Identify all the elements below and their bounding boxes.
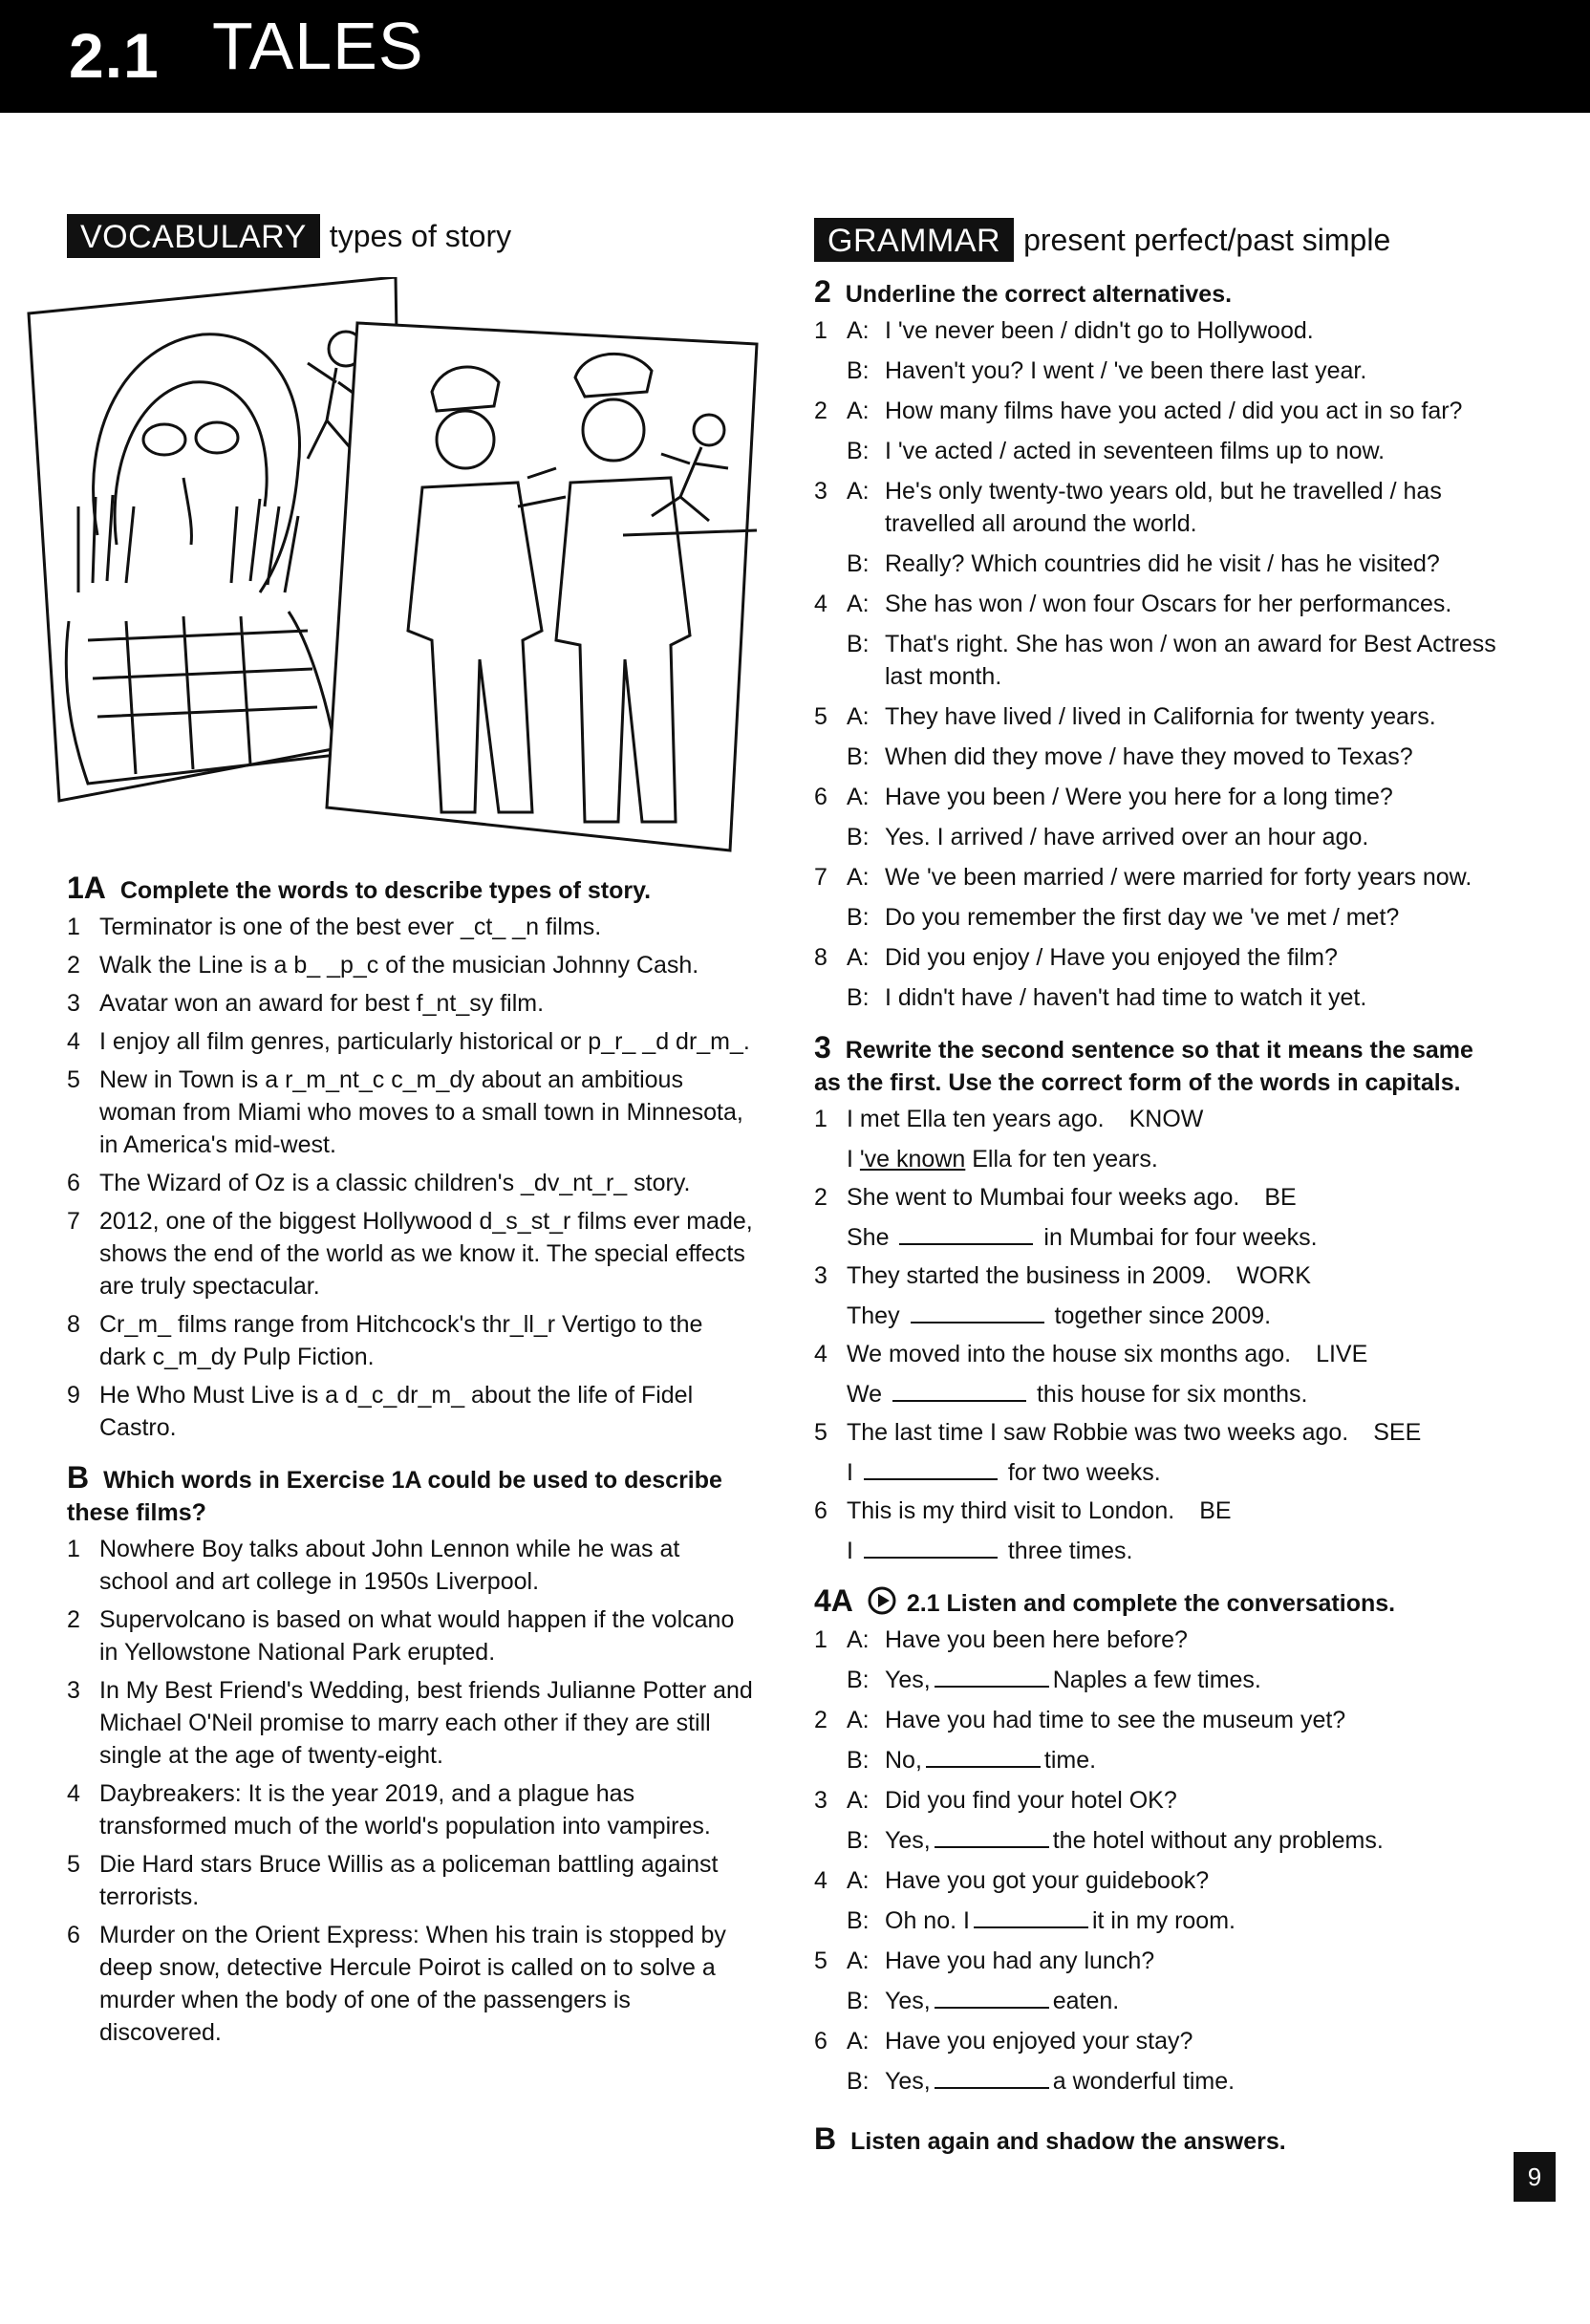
item-number: 6 (814, 784, 827, 810)
exercise-instruction: Complete the words to describe types of story. (119, 877, 652, 904)
capital-keyword: BE (1199, 1497, 1232, 1524)
dialogue-line-a (847, 1704, 1502, 1736)
line-text: Have you got your guidebook? (885, 1867, 1210, 1894)
line-start: Yes, (885, 1827, 931, 1854)
item-number: 6 (814, 2028, 827, 2055)
dialogue-item (814, 314, 1502, 387)
item-number: 4 (67, 1780, 80, 1807)
rewrite-start: I (847, 1146, 853, 1173)
rewrite-end: in Mumbai for four weeks. (1043, 1224, 1318, 1251)
rewrite-end: this house for six months. (1036, 1381, 1308, 1408)
item-number: 1 (67, 1536, 80, 1562)
rewrite-end: three times. (1007, 1538, 1133, 1564)
sentence-text: The last time I saw Robbie was two weeks ago. (847, 1419, 1349, 1446)
list-item (67, 1848, 755, 1913)
item-text: Daybreakers: It is the year 2019, and a plague has transformed much of the world's population into vampires. (99, 1780, 711, 1840)
answer-gap[interactable] (892, 1381, 1026, 1402)
sentence-text: She went to Mumbai four weeks ago. (847, 1184, 1240, 1211)
capital-keyword: KNOW (1128, 1106, 1204, 1132)
unit-number: 2.1 (69, 20, 160, 91)
original-sentence (847, 1338, 1502, 1370)
dialogue-item (814, 861, 1502, 934)
dialogue-line-a (847, 1945, 1502, 1977)
item-number: 3 (814, 1262, 827, 1289)
answer-gap[interactable] (864, 1538, 998, 1559)
answer-gap[interactable] (911, 1302, 1044, 1323)
capital-keyword: BE (1264, 1184, 1297, 1211)
line-text: Have you enjoyed your stay? (885, 2028, 1193, 2055)
line-text[interactable]: She has won / won four Oscars for her performances. (885, 591, 1452, 617)
item-number: 7 (67, 1208, 80, 1235)
capital-keyword: SEE (1373, 1419, 1422, 1446)
right-panel-frame (327, 323, 757, 850)
speaker-label: B: (847, 904, 870, 931)
item-number: 3 (67, 990, 80, 1017)
item-number: 1 (814, 1626, 827, 1653)
speaker-label: B: (847, 438, 870, 464)
answer-gap[interactable] (899, 1224, 1033, 1245)
exercise-number: 1A (67, 871, 106, 905)
list-item (67, 1777, 755, 1842)
answer-gap[interactable] (935, 1667, 1049, 1688)
page-number: 9 (1514, 2152, 1556, 2202)
rewrite-start: I (847, 1538, 853, 1564)
line-end: a wonderful time. (1052, 2068, 1235, 2095)
speaker-label: A: (847, 1947, 870, 1974)
dialogue-line-a (847, 941, 1502, 974)
dialogue-item (814, 475, 1502, 580)
speaker-label: A: (847, 478, 870, 505)
cartoon-illustration (21, 277, 785, 870)
conversation-item (814, 1624, 1502, 1696)
line-text[interactable]: Yes. I arrived / have arrived over an hour ago. (885, 824, 1369, 850)
line-text: Did you find your hotel OK? (885, 1787, 1177, 1814)
line-start: Yes, (885, 2068, 931, 2095)
item-text: Die Hard stars Bruce Willis as a policeman battling against terrorists. (99, 1851, 719, 1910)
item-number: 8 (67, 1311, 80, 1338)
rewrite-line (847, 1535, 1502, 1567)
speaker-label: A: (847, 1787, 870, 1814)
audio-play-icon[interactable] (868, 1586, 896, 1615)
list-item (67, 949, 755, 981)
rewrite-start: I (847, 1459, 853, 1486)
list-item (67, 1205, 755, 1302)
exercise-1b-list (67, 1533, 755, 2049)
item-number: 2 (67, 952, 80, 979)
item-text: In My Best Friend's Wedding, best friends Julianne Potter and Michael O'Neil promise to marry each other if they are still single at the age of twenty-eight. (99, 1677, 753, 1769)
dialogue-line-a (847, 1864, 1502, 1897)
exercise-instruction: Listen again and shadow the answers. (850, 2128, 1286, 2155)
original-sentence (847, 1259, 1502, 1292)
speaker-label: B: (847, 824, 870, 850)
item-number: 5 (814, 1419, 827, 1446)
item-number: 8 (814, 944, 827, 971)
line-text[interactable]: He's only twenty-two years old, but he travelled / has travelled all around the world. (885, 478, 1442, 537)
sentence-text: They started the business in 2009. (847, 1262, 1213, 1289)
list-item (67, 1533, 755, 1598)
item-text: Walk the Line is a b_ _p_c of the musician Johnny Cash. (99, 952, 699, 979)
line-end: it in my room. (1091, 1907, 1235, 1934)
line-text[interactable]: I 've never been / didn't go to Hollywood. (885, 317, 1314, 344)
rewrite-line (847, 1378, 1502, 1410)
item-number: 1 (814, 317, 827, 344)
list-item (67, 987, 755, 1020)
grammar-section (814, 218, 1502, 2158)
speaker-label: B: (847, 2068, 870, 2095)
item-text: Murder on the Orient Express: When his train is stopped by deep snow, detective Hercule Poirot is called on to solve a murder when the body of one of the passengers is discovered. (99, 1922, 726, 2046)
rewrite-line (847, 1221, 1502, 1254)
dialogue-line-a (847, 861, 1502, 893)
item-number: 1 (814, 1106, 827, 1132)
dialogue-line-b (847, 741, 1502, 773)
dialogue-line-a (847, 475, 1502, 540)
exercise-number: 3 (814, 1030, 831, 1065)
rewrite-line (847, 1456, 1502, 1489)
item-text: He Who Must Live is a d_c_dr_m_ about the life of Fidel Castro. (99, 1382, 694, 1441)
exercise-2-list (814, 314, 1502, 1014)
list-item (67, 1919, 755, 2049)
dialogue-line-a (847, 395, 1502, 427)
dialogue-line-b (847, 1744, 1502, 1776)
exercise-instruction: Underline the correct alternatives. (845, 281, 1233, 308)
item-number: 4 (814, 1341, 827, 1367)
exercise-instruction: Listen and complete the conversations. (946, 1590, 1396, 1617)
dialogue-line-a (847, 1784, 1502, 1817)
dialogue-line-b (847, 1985, 1502, 2017)
rewrite-item (814, 1416, 1502, 1489)
answer-gap[interactable] (864, 1459, 998, 1480)
speaker-label: B: (847, 631, 870, 657)
speaker-label: A: (847, 317, 870, 344)
grammar-tag: GRAMMAR (814, 218, 1014, 262)
dialogue-line-b (847, 1664, 1502, 1696)
vocabulary-subtitle: types of story (329, 219, 512, 253)
original-sentence (847, 1181, 1502, 1214)
sentence-text: I met Ella ten years ago. (847, 1106, 1105, 1132)
list-item (67, 1379, 755, 1444)
rewrite-start: They (847, 1302, 900, 1329)
item-text: Cr_m_ films range from Hitchcock's thr_ll_r Vertigo to the dark c_m_dy Pulp Fiction. (99, 1311, 703, 1370)
item-number: 5 (814, 1947, 827, 1974)
line-text[interactable]: Have you been / Were you here for a long time? (885, 784, 1393, 810)
item-number: 2 (814, 398, 827, 424)
capital-keyword: LIVE (1316, 1341, 1368, 1367)
dialogue-line-b (847, 1824, 1502, 1857)
list-item (67, 1674, 755, 1772)
exercise-1a-list (67, 911, 755, 1444)
rewrite-item (814, 1338, 1502, 1410)
item-number: 6 (67, 1170, 80, 1196)
speaker-label: B: (847, 1827, 870, 1854)
sentence-text: This is my third visit to London. (847, 1497, 1175, 1524)
dialogue-line-b (847, 981, 1502, 1014)
dialogue-line-a (847, 2025, 1502, 2057)
dialogue-line-b (847, 1904, 1502, 1937)
list-item (67, 1603, 755, 1668)
item-number: 6 (814, 1497, 827, 1524)
item-number: 5 (814, 703, 827, 730)
line-end: time. (1043, 1747, 1097, 1774)
list-item (67, 911, 755, 943)
exercise-number: B (814, 2121, 837, 2156)
dialogue-line-a (847, 588, 1502, 620)
list-item (67, 1064, 755, 1161)
vocabulary-tag: VOCABULARY (67, 214, 320, 258)
dialogue-item (814, 588, 1502, 693)
rewrite-item (814, 1103, 1502, 1175)
list-item (67, 1167, 755, 1199)
exercise-3-list (814, 1103, 1502, 1567)
rewrite-end: together since 2009. (1054, 1302, 1272, 1329)
item-number: 5 (67, 1066, 80, 1093)
line-start: No, (885, 1747, 922, 1774)
item-number: 9 (67, 1382, 80, 1409)
rewrite-end: for two weeks. (1007, 1459, 1161, 1486)
speaker-label: A: (847, 398, 870, 424)
item-number: 2 (814, 1707, 827, 1733)
exercise-instruction: Rewrite the second sentence so that it means the same as the first. Use the correct form of the words in capitals. (814, 1037, 1473, 1096)
item-text: Nowhere Boy talks about John Lennon while he was at school and art college in 1950s Liverpool. (99, 1536, 680, 1595)
list-item (67, 1025, 755, 1058)
conversation-item (814, 1704, 1502, 1776)
line-end: Naples a few times. (1052, 1667, 1261, 1693)
speaker-label: B: (847, 1667, 870, 1693)
example-answer: 've known (859, 1146, 966, 1173)
line-text[interactable]: We 've been married / were married for forty years now. (885, 864, 1472, 891)
dialogue-line-a (847, 781, 1502, 813)
dialogue-line-b (847, 2065, 1502, 2098)
dialogue-line-b (847, 628, 1502, 693)
grammar-subtitle: present perfect/past simple (1023, 223, 1391, 257)
line-text[interactable]: They have lived / lived in California for twenty years. (885, 703, 1436, 730)
rewrite-item (814, 1495, 1502, 1567)
sentence-text: We moved into the house six months ago. (847, 1341, 1292, 1367)
item-text: New in Town is a r_m_nt_c c_m_dy about an ambitious woman from Miami who moves to a small town in Minnesota, in America's mid-west. (99, 1066, 743, 1158)
dialogue-line-b (847, 355, 1502, 387)
line-text[interactable]: Really? Which countries did he visit / has he visited? (885, 550, 1440, 577)
item-number: 3 (814, 478, 827, 505)
dialogue-line-a (847, 700, 1502, 733)
conversation-item (814, 1864, 1502, 1937)
speaker-label: B: (847, 1747, 870, 1774)
item-number: 4 (814, 1867, 827, 1894)
exercise-1a (67, 872, 755, 2055)
rewrite-line (847, 1300, 1502, 1332)
dialogue-line-b (847, 901, 1502, 934)
rewrite-line (847, 1143, 1502, 1175)
speaker-label: A: (847, 864, 870, 891)
dialogue-item (814, 395, 1502, 467)
conversation-item (814, 2025, 1502, 2098)
item-number: 3 (67, 1677, 80, 1704)
unit-header-bar (0, 0, 1590, 107)
line-text[interactable]: Haven't you? I went / 've been there last year. (885, 357, 1367, 384)
line-text[interactable]: I didn't have / haven't had time to watch it yet. (885, 984, 1367, 1011)
exercise-number: 2 (814, 274, 831, 309)
exercise-instruction: Which words in Exercise 1A could be used to describe these films? (67, 1467, 722, 1526)
speaker-label: B: (847, 550, 870, 577)
line-text[interactable]: That's right. She has won / won an award for Best Actress last month. (885, 631, 1496, 690)
speaker-label: B: (847, 743, 870, 770)
dialogue-item (814, 941, 1502, 1014)
speaker-label: B: (847, 1907, 870, 1934)
line-start: Yes, (885, 1667, 931, 1693)
line-text[interactable]: Do you remember the first day we 've met / met? (885, 904, 1400, 931)
item-number: 4 (67, 1028, 80, 1055)
unit-title: TALES (212, 9, 424, 83)
rewrite-start: She (847, 1224, 890, 1251)
line-text: Have you been here before? (885, 1626, 1188, 1653)
speaker-label: B: (847, 984, 870, 1011)
exercise-4a-list (814, 1624, 1502, 2098)
line-text[interactable]: I 've acted / acted in seventeen films up to now. (885, 438, 1386, 464)
line-end: eaten. (1052, 1988, 1120, 2014)
item-number: 5 (67, 1851, 80, 1878)
dialogue-line-b (847, 548, 1502, 580)
line-start: Oh no. I (885, 1907, 970, 1934)
line-end: the hotel without any problems. (1052, 1827, 1384, 1854)
rewrite-item (814, 1181, 1502, 1254)
line-text[interactable]: Did you enjoy / Have you enjoyed the film? (885, 944, 1338, 971)
item-text: 2012, one of the biggest Hollywood d_s_st_r films ever made, shows the end of the world as we know it. The special effects are truly spectacular. (99, 1208, 753, 1300)
answer-gap[interactable] (935, 1988, 1049, 2009)
speaker-label: A: (847, 2028, 870, 2055)
conversation-item (814, 1945, 1502, 2017)
rewrite-end: Ella for ten years. (972, 1146, 1158, 1173)
speaker-label: B: (847, 357, 870, 384)
line-start: Yes, (885, 1988, 931, 2014)
line-text: Have you had time to see the museum yet? (885, 1707, 1346, 1733)
line-text[interactable]: When did they move / have they moved to Texas? (885, 743, 1413, 770)
conversation-item (814, 1784, 1502, 1857)
item-number: 1 (67, 914, 80, 940)
speaker-label: A: (847, 1626, 870, 1653)
item-text: Avatar won an award for best f_nt_sy film. (99, 990, 545, 1017)
exercise-number: 4A (814, 1583, 853, 1618)
dialogue-item (814, 781, 1502, 853)
item-text: Supervolcano is based on what would happen if the volcano in Yellowstone National Park erupted. (99, 1606, 735, 1666)
exercise-number: B (67, 1460, 90, 1495)
item-number: 7 (814, 864, 827, 891)
dialogue-item (814, 700, 1502, 773)
rewrite-start: We (847, 1381, 883, 1408)
item-number: 6 (67, 1922, 80, 1948)
audio-track-number: 2.1 (906, 1590, 940, 1617)
original-sentence (847, 1416, 1502, 1449)
item-text: The Wizard of Oz is a classic children's _dv_nt_r_ story. (99, 1170, 691, 1196)
speaker-label: A: (847, 1867, 870, 1894)
rewrite-item (814, 1259, 1502, 1332)
speaker-label: A: (847, 784, 870, 810)
line-text: Have you had any lunch? (885, 1947, 1155, 1974)
dialogue-line-b (847, 821, 1502, 853)
item-text: Terminator is one of the best ever _ct_ _n films. (99, 914, 602, 940)
dialogue-line-b (847, 435, 1502, 467)
original-sentence (847, 1495, 1502, 1527)
dialogue-line-a (847, 314, 1502, 347)
answer-gap[interactable] (926, 1747, 1041, 1768)
item-text: I enjoy all film genres, particularly historical or p_r_ _d dr_m_. (99, 1028, 750, 1055)
item-number: 4 (814, 591, 827, 617)
vocabulary-section (67, 214, 755, 258)
answer-gap[interactable] (935, 1827, 1049, 1848)
speaker-label: B: (847, 1988, 870, 2014)
answer-gap[interactable] (935, 2068, 1049, 2089)
original-sentence (847, 1103, 1502, 1135)
capital-keyword: WORK (1236, 1262, 1311, 1289)
dialogue-line-a (847, 1624, 1502, 1656)
speaker-label: A: (847, 703, 870, 730)
speaker-label: A: (847, 591, 870, 617)
speaker-label: A: (847, 1707, 870, 1733)
list-item (67, 1308, 755, 1373)
line-text[interactable]: How many films have you acted / did you act in so far? (885, 398, 1463, 424)
speaker-label: A: (847, 944, 870, 971)
item-number: 3 (814, 1787, 827, 1814)
item-number: 2 (814, 1184, 827, 1211)
answer-gap[interactable] (974, 1907, 1088, 1928)
item-number: 2 (67, 1606, 80, 1633)
